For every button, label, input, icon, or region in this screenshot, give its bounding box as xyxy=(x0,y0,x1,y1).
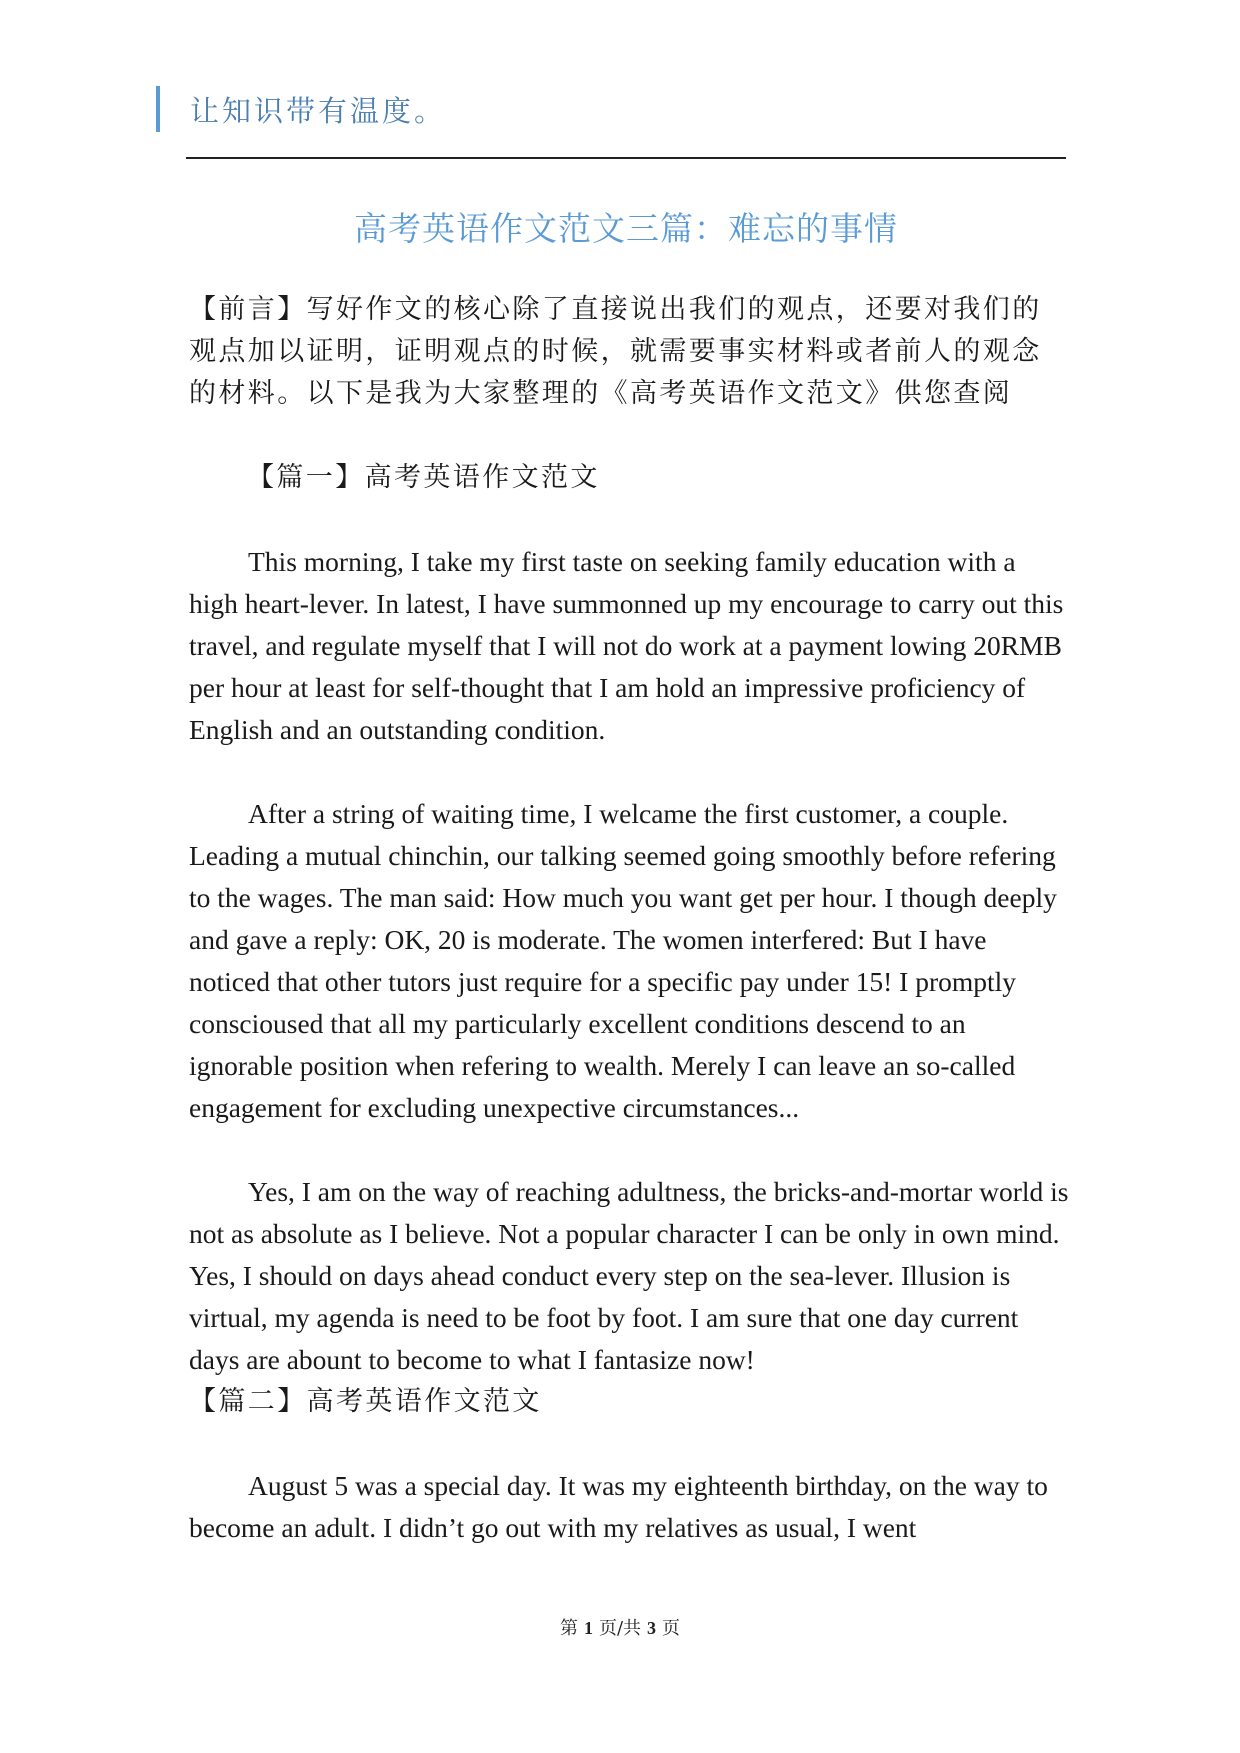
preface-paragraph: 【前言】写好作文的核心除了直接说出我们的观点，还要对我们的观点加以证明，证明观点的时候，就需要事实材料或者前人的观念的材料。以下是我为大家整理的《高考英语作文范文》供您查阅 xyxy=(189,294,1042,409)
spacer xyxy=(189,1129,1069,1171)
section1-paragraph-3: Yes, I am on the way of reaching adultness, the bricks-and-mortar world is not as absolute as I believe. Not a popular character I can be only in own mind. Yes, I should on days ahead conduct every step on the sea-lever. Illusion is virtual, my agenda is need to be foot by foot. I am sure that one day current days are abount to become to what I fantasize now! xyxy=(189,1176,1069,1375)
page-footer xyxy=(0,1614,1240,1640)
section1-heading: 【篇一】高考英语作文范文 xyxy=(247,462,600,493)
footer-prefix: 第 xyxy=(559,1618,578,1639)
header-slogan: 让知识带有温度。 xyxy=(190,93,447,128)
section1-paragraph-2: After a string of waiting time, I welcame the first customer, a couple. Leading a mutual chinchin, our talking seemed going smoothly before refering to the wages. The man said: How much you want get per hour. I though deeply and gave a reply: OK, 20 is moderate. The women interfered: But I have noticed that other tutors just require for a specific pay under 15! I promptly conscioused that all my particularly excellent conditions descend to an ignorable position when refering to wealth. Merely I can leave an so-called engagement for excluding unexpective circumstances... xyxy=(189,798,1057,1123)
spacer xyxy=(189,499,1069,541)
footer-middle: 页/共 xyxy=(598,1618,642,1639)
spacer xyxy=(189,1423,1069,1465)
header-divider xyxy=(186,157,1066,159)
document-title: 高考英语作文范文三篇：难忘的事情 xyxy=(354,209,898,248)
section2-heading: 【篇二】高考英语作文范文 xyxy=(189,1386,542,1417)
document-body xyxy=(189,289,1069,1549)
footer-current-page: 1 xyxy=(583,1618,593,1638)
footer-suffix: 页 xyxy=(662,1618,681,1639)
section1-paragraph-1: This morning, I take my first taste on seeking family education with a high heart-lever. In latest, I have summonned up my encourage to carry out this travel, and regulate myself that I will not do work at a payment lowing 20RMB per hour at least for self-thought that I am hold an impressive proficiency of English and an outstanding condition. xyxy=(189,546,1064,745)
footer-total-pages: 3 xyxy=(647,1618,657,1638)
section2-paragraph-1: August 5 was a special day. It was my eighteenth birthday, on the way to become an adult. I didn’t go out with my relatives as usual, I went xyxy=(189,1470,1048,1543)
spacer xyxy=(189,415,1069,457)
header-slogan-block xyxy=(156,86,446,132)
spacer xyxy=(189,751,1069,793)
